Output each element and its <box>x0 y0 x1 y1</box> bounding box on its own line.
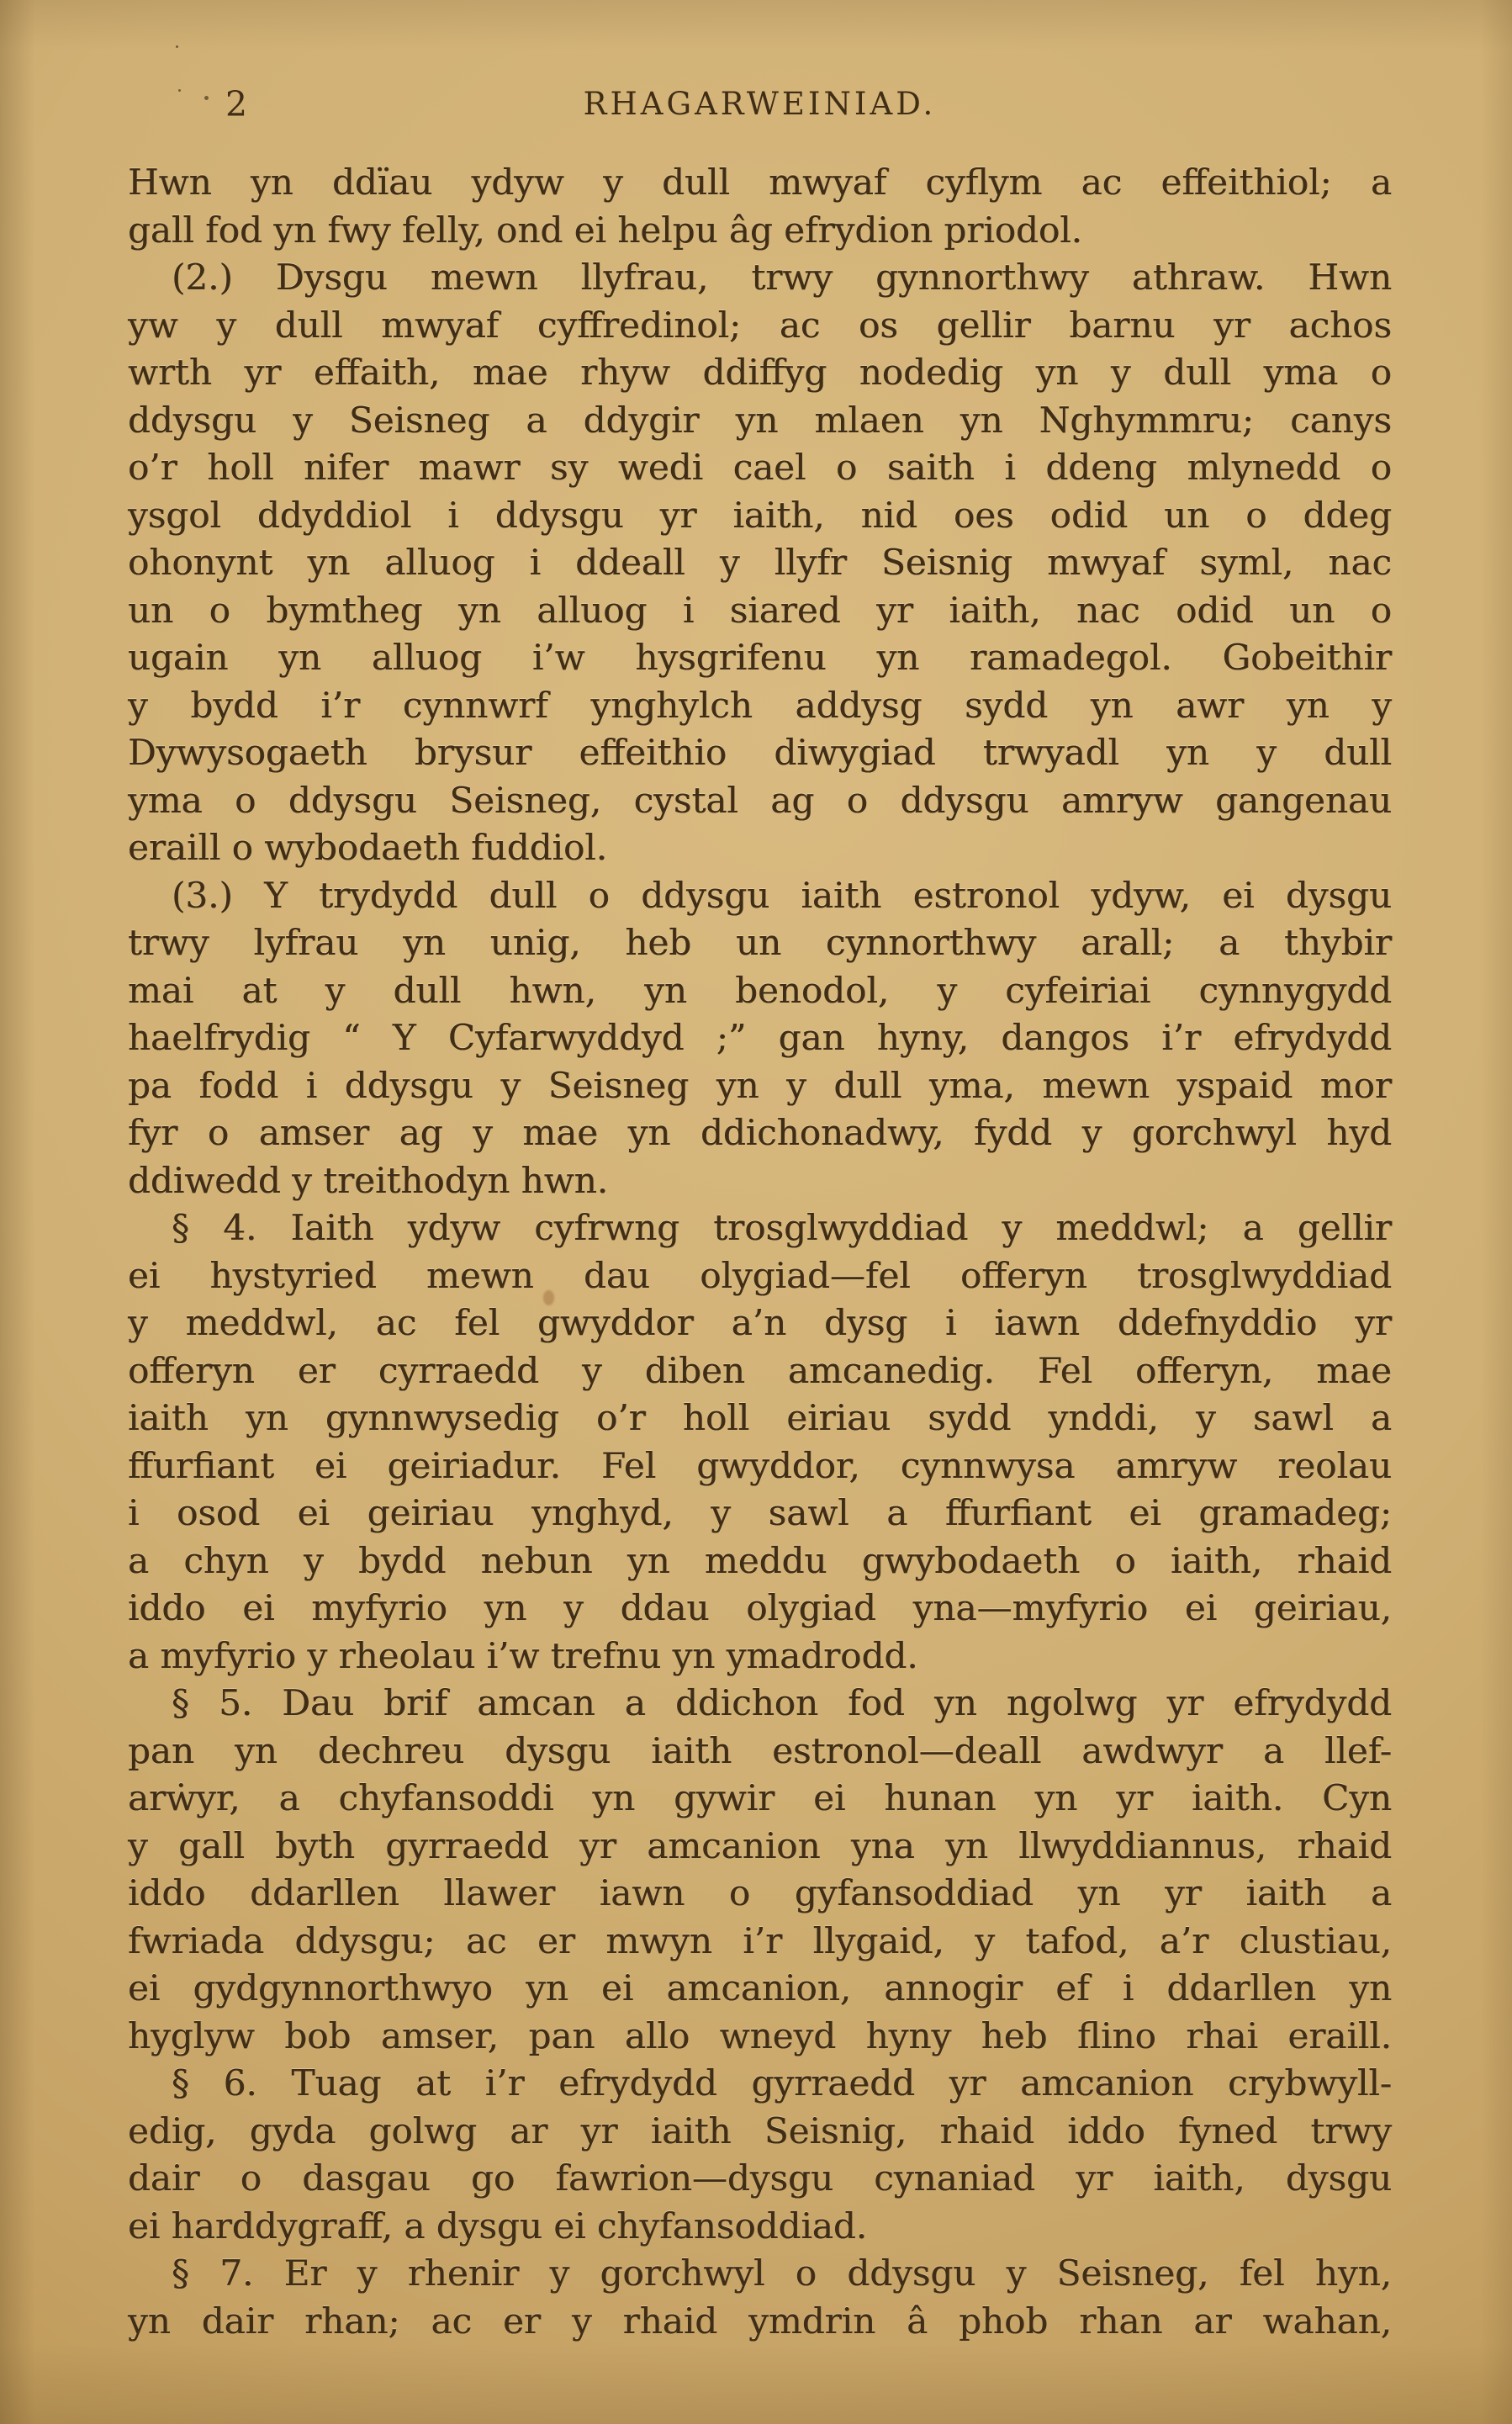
text-line: ei hystyried mewn dau olygiad—fel offeryn trosglwyddiad <box>128 1254 1392 1296</box>
text-line: ei harddygraff, a dysgu ei chyfansoddiad. <box>128 2204 868 2247</box>
text-line: ei gydgynnorthwyo yn ei amcanion, annogir ef i ddarllen yn <box>128 1967 1392 2009</box>
text-line: pan yn dechreu dysgu iaith estronol—deall awdwyr a llef- <box>128 1729 1392 1771</box>
text-line: § 5. Dau brif amcan a ddichon fod yn ngolwg yr efrydydd <box>172 1682 1392 1723</box>
text-line: yma o ddysgu Seisneg, cystal ag o ddysgu amryw gangenau <box>128 779 1392 821</box>
running-header: RHAGARWEINIAD. <box>583 86 937 122</box>
text-line: (2.) Dysgu mewn llyfrau, trwy gynnorthwy athraw. Hwn <box>172 257 1392 298</box>
page-number: 2 <box>225 84 249 124</box>
text-line: ysgol ddyddiol i ddysgu yr iaith, nid oes odid un o ddeg <box>128 494 1392 536</box>
text-line: (3.) Y trydydd dull o ddysgu iaith estronol ydyw, ei dysgu <box>172 874 1392 916</box>
text-line: trwy lyfrau yn unig, heb un cynnorthwy arall; a thybir <box>128 922 1392 963</box>
text-line: ffurfiant ei geiriadur. Fel gwyddor, cynnwysa amryw reolau <box>128 1444 1392 1486</box>
text-line: yw y dull mwyaf cyffredinol; ac os gellir barnu yr achos <box>128 304 1392 346</box>
text-line: y bydd i’r cynnwrf ynghylch addysg sydd yn awr yn y <box>128 684 1392 726</box>
text-line: ohonynt yn alluog i ddeall y llyfr Seisnig mwyaf syml, nac <box>128 542 1392 583</box>
text-line: ddysgu y Seisneg a ddygir yn mlaen yn Nghymmru; canys <box>128 399 1392 441</box>
text-line: arẇyr, a chyfansoddi yn gywir ei hunan yn yr iaith. Cyn <box>128 1777 1392 1818</box>
text-line: y gall byth gyrraedd yr amcanion yna yn llwyddiannus, rhaid <box>128 1824 1392 1866</box>
text-line: iaith yn gynnwysedig o’r holl eiriau sydd ynddi, y sawl a <box>128 1397 1392 1438</box>
text-line: § 6. Tuag at i’r efrydydd gyrraedd yr amcanion crybwyll- <box>172 2062 1392 2104</box>
text-line: fwriada ddysgu; ac er mwyn i’r llygaid, y tafod, a’r clustiau, <box>128 1919 1392 1961</box>
text-line: mai at y dull hwn, yn benodol, y cyfeiriai cynnygydd <box>128 969 1392 1011</box>
text-line: eraill o wybodaeth fuddiol. <box>128 827 608 868</box>
text-line: o’r holl nifer mawr sy wedi cael o saith i ddeng mlynedd o <box>128 447 1392 488</box>
text-line: a chyn y bydd nebun yn meddu gwybodaeth o iaith, rhaid <box>128 1539 1392 1581</box>
text-line: § 7. Er y rhenir y gorchwyl o ddysgu y Seisneg, fel hyn, <box>172 2252 1392 2294</box>
text-line: gall fod yn fwy felly, ond ei helpu âg efrydion priodol. <box>128 209 1082 251</box>
text-line: i osod ei geiriau ynghyd, y sawl a ffurfiant ei gramadeg; <box>128 1492 1392 1533</box>
text-line: y meddwl, ac fel gwyddor a’n dysg i iawn ddefnyddio yr <box>128 1302 1392 1343</box>
text-line: haelfrydig “ Y Cyfarwyddyd ;” gan hyny, dangos i’r efrydydd <box>128 1017 1392 1058</box>
text-line: Dywysogaeth brysur effeithio diwygiad trwyadl yn y dull <box>128 732 1392 773</box>
paper-speck <box>178 89 181 92</box>
paper-stain <box>543 1290 554 1305</box>
text-line: iddo ddarllen llawer iawn o gyfansoddiad yn yr iaith a <box>128 1872 1392 1913</box>
text-line: un o bymtheg yn alluog i siared yr iaith, nac odid un o <box>128 589 1392 631</box>
page-header-row <box>128 81 1392 128</box>
text-line: dair o dasgau go fawrion—dysgu cynaniad yr iaith, dysgu <box>128 2157 1392 2199</box>
paper-speck <box>176 45 178 48</box>
text-line: offeryn er cyrraedd y diben amcanedig. Fel offeryn, mae <box>128 1349 1392 1391</box>
text-line: fyr o amser ag y mae yn ddichonadwy, fydd y gorchwyl hyd <box>128 1112 1392 1153</box>
text-line: pa fodd i ddysgu y Seisneg yn y dull yma, mewn yspaid mor <box>128 1064 1392 1106</box>
text-line: edig, gyda golwg ar yr iaith Seisnig, rhaid iddo fyned trwy <box>128 2109 1392 2151</box>
text-line: ugain yn alluog i’w hysgrifenu yn ramadegol. Gobeithir <box>128 637 1392 678</box>
text-line: hyglyw bob amser, pan allo wneyd hyny heb flino rhai eraill. <box>128 2014 1392 2056</box>
text-line: a myfyrio y rheolau i’w trefnu yn ymadrodd. <box>128 1634 918 1676</box>
body-text-block <box>128 159 1392 2345</box>
text-line: ddiwedd y treithodyn hwn. <box>128 1159 609 1201</box>
text-line: Hwn yn ddïau ydyw y dull mwyaf cyflym ac effeithiol; a <box>128 161 1392 203</box>
text-line: wrth yr effaith, mae rhyw ddiffyg nodedig yn y dull yma o <box>128 352 1392 393</box>
text-line: iddo ei myfyrio yn y ddau olygiad yna—myfyrio ei geiriau, <box>128 1587 1392 1628</box>
text-line: § 4. Iaith ydyw cyfrwng trosglwyddiad y meddwl; a gellir <box>172 1207 1392 1248</box>
paper-speck <box>204 96 209 100</box>
text-line: yn dair rhan; ac er y rhaid ymdrin â phob rhan ar wahan, <box>128 2300 1392 2342</box>
